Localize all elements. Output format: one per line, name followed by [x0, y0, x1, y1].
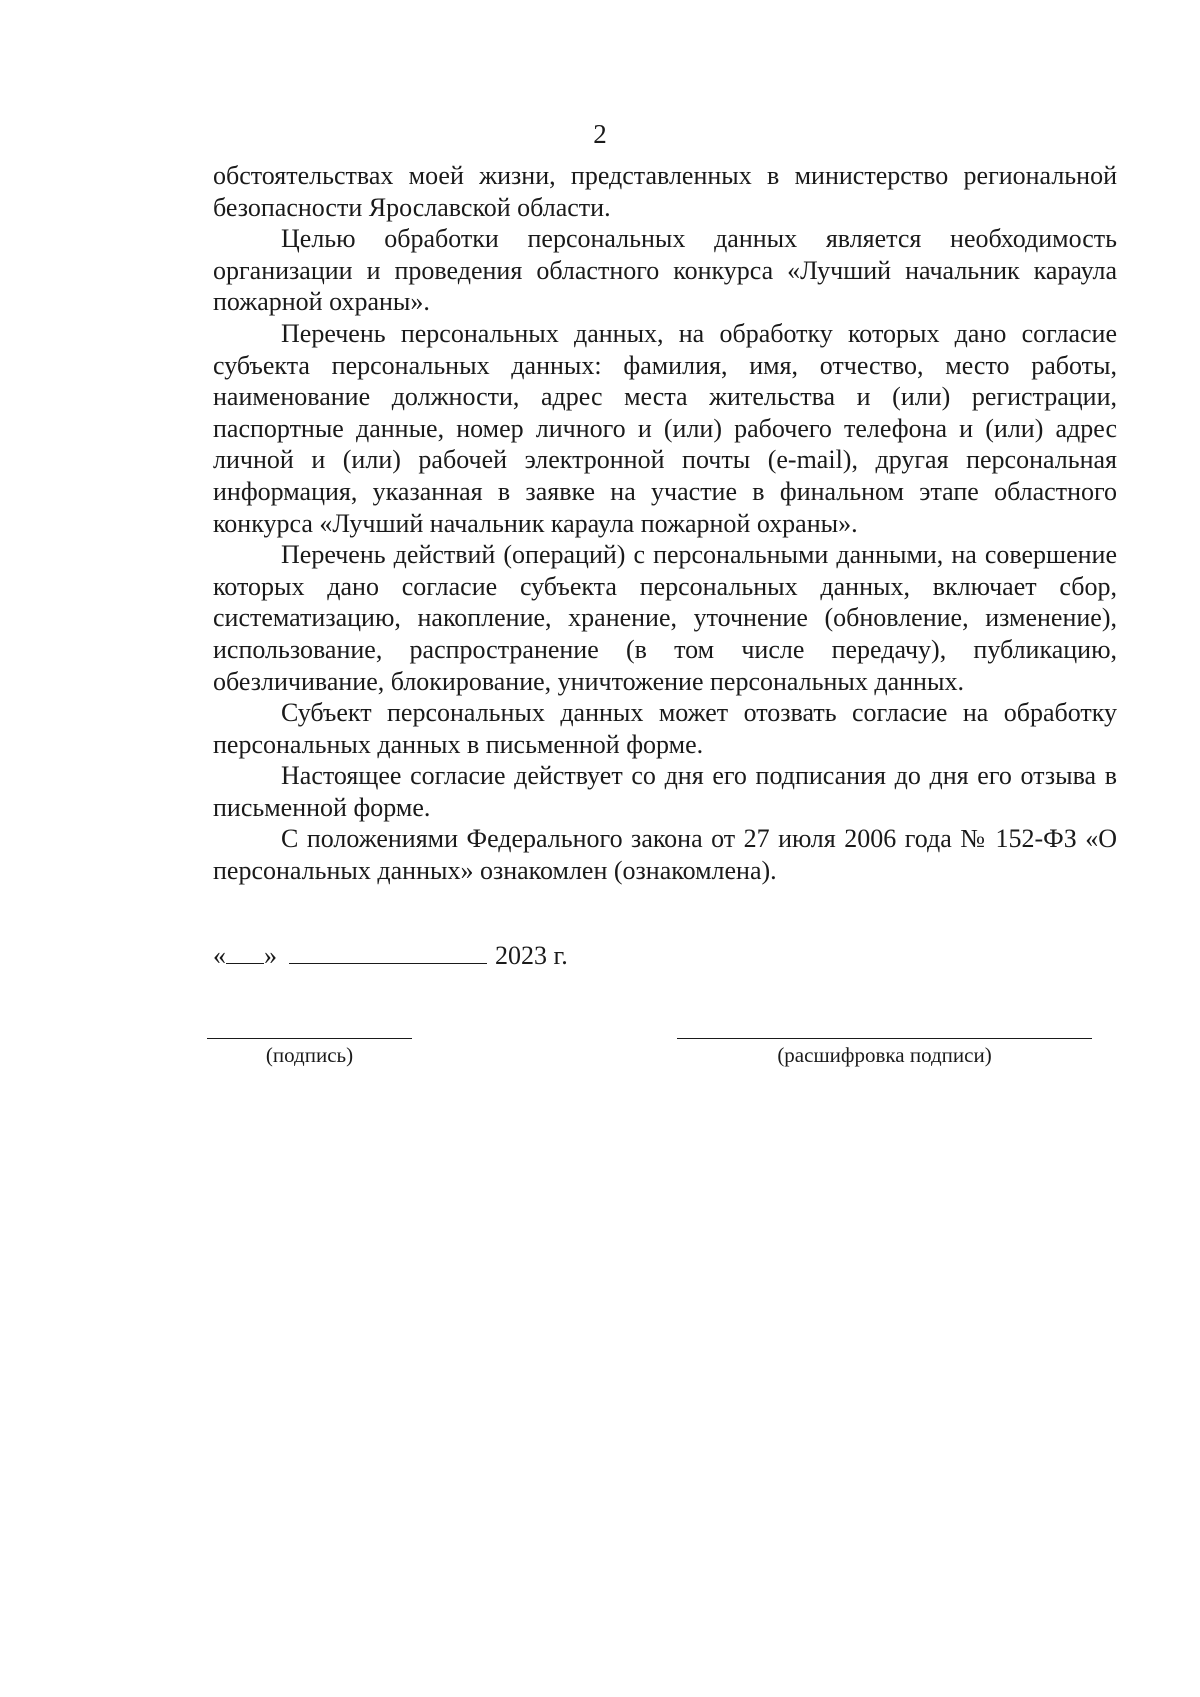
- page-number: 2: [593, 119, 607, 149]
- month-blank: [289, 941, 487, 964]
- paragraph-purpose: Целью обработки персональных данных является необходимость организации и проведения областного конкурса «Лучший начальник караула пожарной охраны».: [213, 224, 1117, 317]
- paragraph-law-acknowledgement: С положениями Федерального закона от 27 июля 2006 года № 152-ФЗ «О персональных данных» ознакомлен (ознакомлена).: [213, 824, 1117, 886]
- paragraph-operations-list: Перечень действий (операций) с персональными данными, на совершение которых дано согласие субъекта персональных данных, включает сбор, систематизацию, накопление, хранение, уточнение (обновление, изменение), использование, распространение (в том числе передачу), публикацию, обезличивание, блокирование, уничтожение персональных данных.: [213, 540, 1117, 696]
- date-close-quote: »: [264, 941, 277, 970]
- date-year: 2023 г.: [495, 941, 568, 970]
- signature-line: [207, 1038, 412, 1039]
- date-line: [213, 940, 568, 972]
- paragraph-validity: Настоящее согласие действует со дня его подписания до дня его отзыва в письменной форме.: [213, 761, 1117, 822]
- signature-caption: (подпись): [265, 1043, 354, 1067]
- paragraph-data-list: Перечень персональных данных, на обработку которых дано согласие субъекта персональных данных: фамилия, имя, отчество, место работы, наименование должности, адрес места жительства и (или) регистрации, паспортные данные, номер личного и (или) рабочего телефона и (или) адрес личной и (или) рабочей электронной почты (e-mail), другая персональная информация, указанная в заявке на участие в финальном этапе областного конкурса «Лучший начальник караула пожарной охраны».: [213, 318, 1117, 538]
- signature-transcript-caption: (расшифровка подписи): [777, 1043, 992, 1067]
- body-text: [213, 160, 1117, 887]
- paragraph-revocation: Субъект персональных данных может отозвать согласие на обработку персональных данных в письменной форме.: [213, 698, 1117, 759]
- day-blank: [226, 941, 264, 964]
- date-open-quote: «: [213, 941, 226, 970]
- signature-transcript-line: [677, 1038, 1092, 1039]
- paragraph-continuation: обстоятельствах моей жизни, представленных в министерство региональной безопасности Ярославской области.: [213, 161, 1117, 222]
